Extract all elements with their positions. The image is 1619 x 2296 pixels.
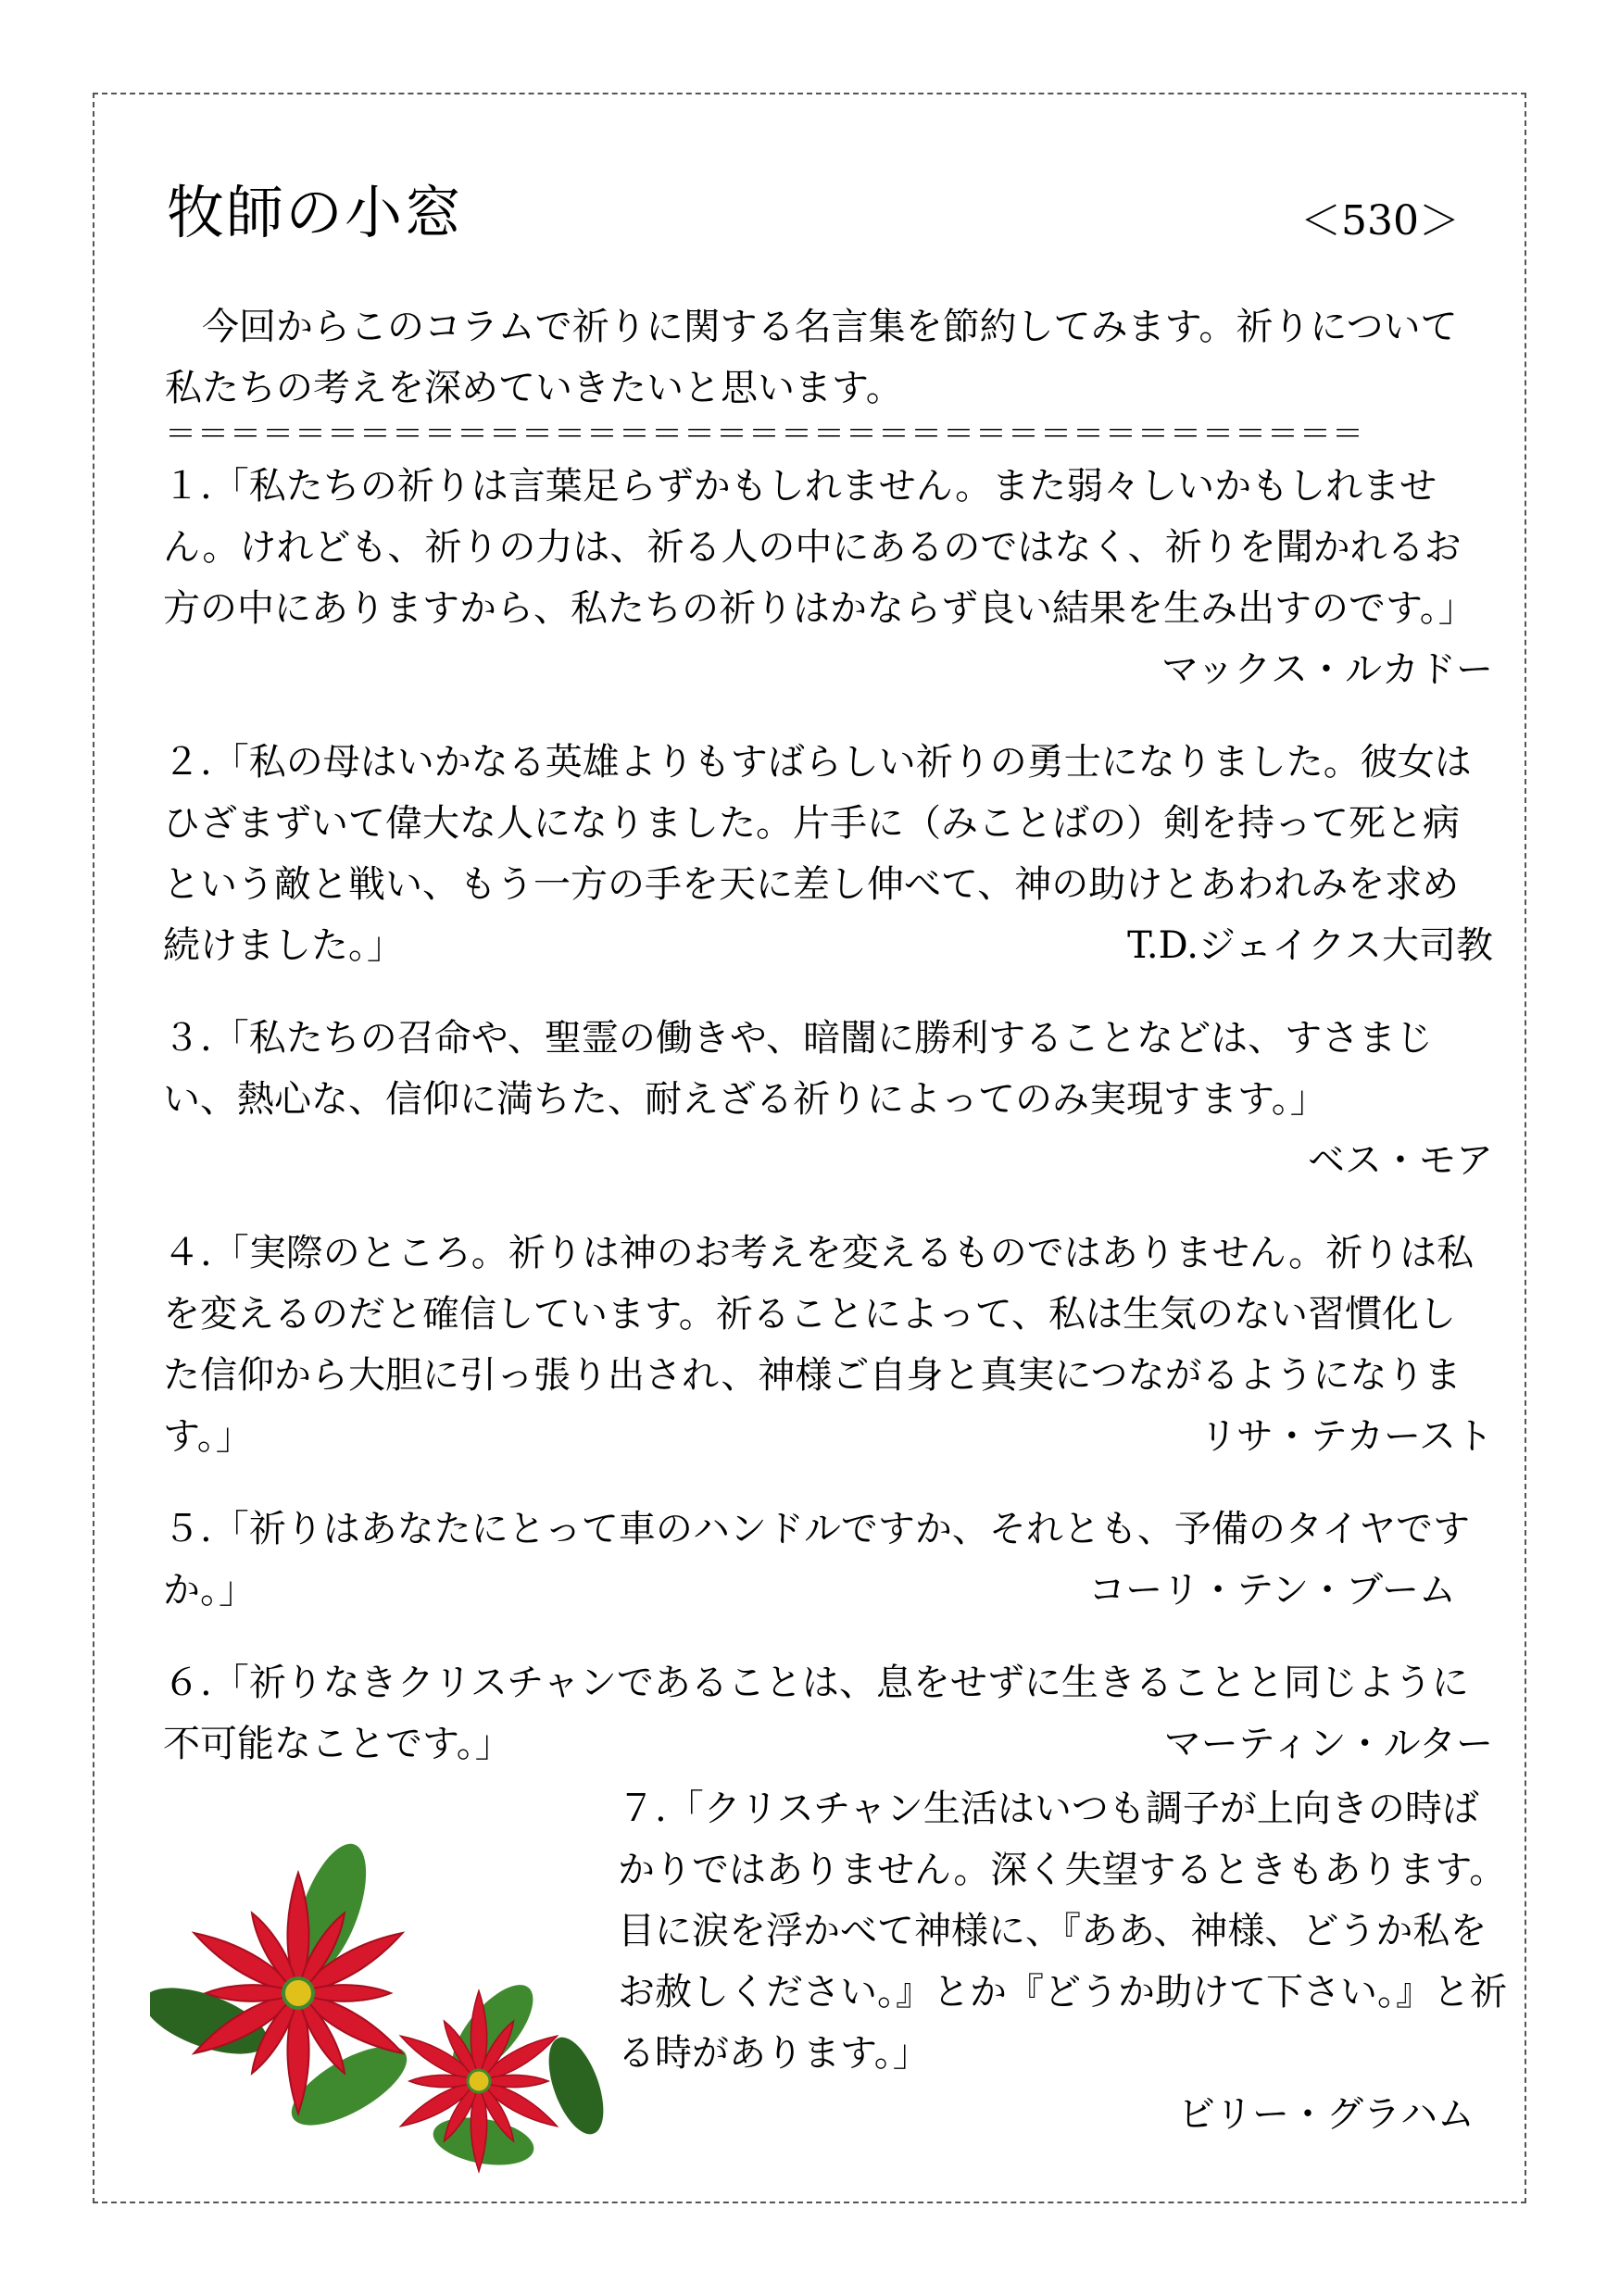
quote-6-author: マーティン・ルター xyxy=(1163,1723,1493,1765)
intro-paragraph xyxy=(165,296,1462,419)
quote-4: ４.「実際のところ。祈りは神のお考えを変えるものではありません。祈りは私を変えるのだと確信しています。祈ることによって、私は生気のない習慣化した信仰から大胆に引っ張り出され、神様ご自身と真実につながるようになります。」 xyxy=(163,1232,1475,1458)
quote-4-author: リサ・テカースト xyxy=(1199,1415,1493,1458)
issue-number: ＜530＞ xyxy=(1300,197,1460,245)
quote-7-author: ビリー・グラハム xyxy=(1178,2093,1475,2136)
quote-3-author: ベス・モア xyxy=(1308,1139,1493,1182)
column-frame xyxy=(93,93,1526,2203)
quote-5: ５.「祈りはあなたにとって車のハンドルですか、それとも、予備のタイヤですか。」 xyxy=(163,1508,1471,1612)
small-flower xyxy=(396,1991,561,2172)
quote-1: １.「私たちの祈りは言葉足らずかもしれません。また弱々しいかもしれません。けれども、祈りの力は、祈る人の中にあるのではなく、祈りを聞かれるお方の中にありますから、私たちの祈りはかならず良い結果を生み出すのです。」 xyxy=(163,465,1475,630)
poinsettia-illustration xyxy=(150,1808,632,2197)
quote-6: ６.「祈りなきクリスチャンであることは、息をせずに生きることと同じように不可能なことです。」 xyxy=(163,1662,1469,1765)
quote-5-author: コーリ・テン・ブーム xyxy=(1088,1569,1456,1612)
quote-1-author: マックス・ルカドー xyxy=(1161,648,1493,691)
quote-7: ７.「クリスチャン生活はいつも調子が上向きの時ばかりではありません。深く失望するときもあります。目に涙を浮かべて神様に、『ああ、神様、どうか私をお赦しください。』とか『どうか助けて下さい。』と祈る時があります。」 xyxy=(618,1788,1507,2075)
intro-text: 今回からこのコラムで祈りに関する名言集を節約してみます。祈りについて私たちの考えを深めていきたいと思います。 xyxy=(165,306,1458,409)
divider-line: ＝＝＝＝＝＝＝＝＝＝＝＝＝＝＝＝＝＝＝＝＝＝＝＝＝＝＝＝＝＝＝＝＝＝＝＝＝ xyxy=(165,416,1364,453)
quote-3: ３.「私たちの召命や、聖霊の働きや、暗闇に勝利することなどは、すさまじい、熱心な、信仰に満ちた、耐えざる祈りによってのみ実現すます。」 xyxy=(163,1017,1434,1121)
quote-2-author: T.D.ジェイクス大司教 xyxy=(1127,924,1493,967)
page-title: 牧師の小窓 xyxy=(167,179,464,246)
flower-center xyxy=(468,2070,490,2092)
flower-center xyxy=(283,1978,313,2008)
quote-2: ２.「私の母はいかなる英雄よりもすばらしい祈りの勇士になりました。彼女はひざまずいて偉大な人になりました。片手に（みことばの）剣を持って死と病という敵と戦い、もう一方の手を天に差し伸べて、神の助けとあわれみを求め続けました。」 xyxy=(163,741,1472,967)
